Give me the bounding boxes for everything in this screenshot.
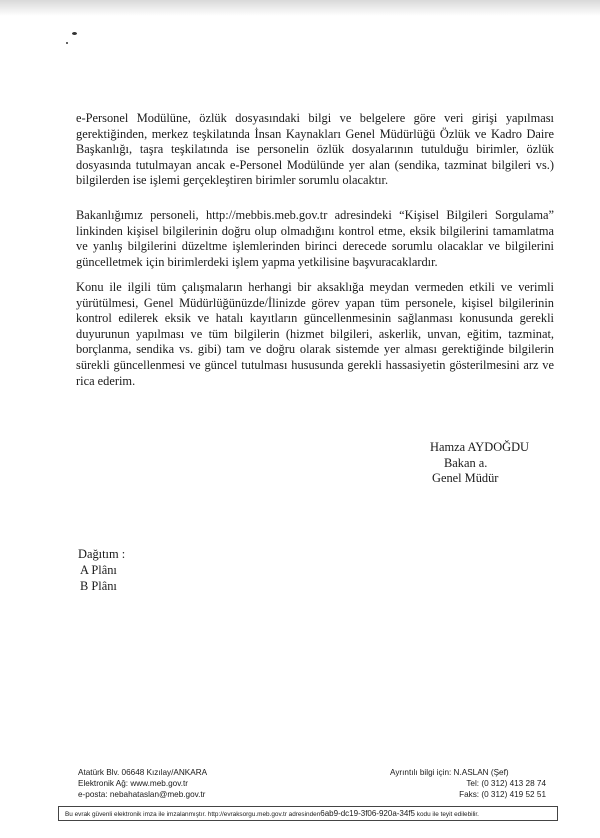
footer-phone: Tel: (0 312) 413 28 74	[466, 779, 546, 788]
body-paragraph-2: Bakanlığımız personeli, http://mebbis.meb.gov.tr adresindeki “Kişisel Bilgileri Sorgulama” linkinden kişisel bilgilerinin doğru olup olmadığını kontrol etme, eksik bilgilerini tamamlatma ve yanlış bilgilerini düzeltme işlemlerinden birinci derecede sorumlu olacaklar ve bilgilerini güncelletmek için birimlerdeki işlem yapma yetkilisine başvuracaklardır.	[76, 208, 554, 269]
verification-code: 6ab9-dc19-3f06-920a-34f5	[320, 809, 416, 818]
footer-address-line: Atatürk Blv. 06648 Kızılay/ANKARA	[78, 768, 208, 777]
e-signature-verification-box	[58, 806, 558, 821]
footer-email: e-posta: nebahataslan@meb.gov.tr	[78, 790, 206, 799]
signature-block	[430, 440, 570, 487]
signatory-name: Hamza AYDOĞDU	[430, 440, 529, 454]
footer-contact-person: Ayrıntılı bilgi için: N.ASLAN (Şef)	[390, 768, 509, 777]
body-paragraph-3: Konu ile ilgili tüm çalışmaların herhangi bir aksaklığa meydan vermeden etkili ve verimli yürütülmesi, Genel Müdürlüğünüzde/İlinizde görev yapan tüm personele, kişisel bilgilerinin kontrol edilerek eksik ve hatalı kayıtların güncellenmesinin sağlanması konusunda gerekli duyurunun yapılması ve tüm bilgilerin (hizmet bilgileri, askerlik, unvan, eğitim, tazminat, borçlanma, sendika vs. gibi) tam ve doğru olarak sistemde yer alması gerektiğinde bilgilerin sürekli güncellenmesi ve güncel tutulması hususunda gerekli hassasiyetin gösterilmesini arz ve rica ederim.	[76, 280, 554, 388]
verification-text: Bu evrak güvenli elektronik imza ile imzalanmıştır. http://evraksorgu.meb.gov.tr adresinden	[65, 811, 321, 818]
body-paragraph-1: e-Personel Modülüne, özlük dosyasındaki bilgi ve belgelere göre veri girişi yapılması gerektiğinden, merkez teşkilatında İnsan Kaynakları Genel Müdürlüğü Özlük ve Kadro Daire Başkanlığı, taşra teşkilatında ise personelin özlük dosyalarının tutulduğu birimler, özlük dosyasında tutulmayan ancak e-Personel Modülünde yer alan (sendika, tazminat bilgileri vs.) bilgilerden ise işlemi gerçekleştiren birimler sorumlu olacaktır.	[76, 111, 554, 188]
signatory-authority: Bakan a.	[444, 455, 488, 470]
verification-suffix: kodu ile teyit edilebilir.	[415, 811, 479, 818]
distribution-item: A Plânı	[80, 563, 117, 577]
footer-address	[78, 767, 207, 800]
footer-website: Elektronik Ağ: www.meb.gov.tr	[78, 779, 188, 788]
scan-speck	[66, 42, 68, 44]
scan-speck	[72, 32, 77, 35]
footer-contact	[390, 767, 546, 800]
distribution-heading: Dağıtım :	[78, 547, 126, 561]
signatory-title: Genel Müdür	[432, 471, 499, 485]
scan-top-shadow	[0, 0, 600, 16]
footer-fax: Faks: (0 312) 419 52 51	[459, 790, 546, 799]
distribution-item: B Plânı	[80, 579, 117, 593]
distribution-list	[78, 546, 125, 594]
